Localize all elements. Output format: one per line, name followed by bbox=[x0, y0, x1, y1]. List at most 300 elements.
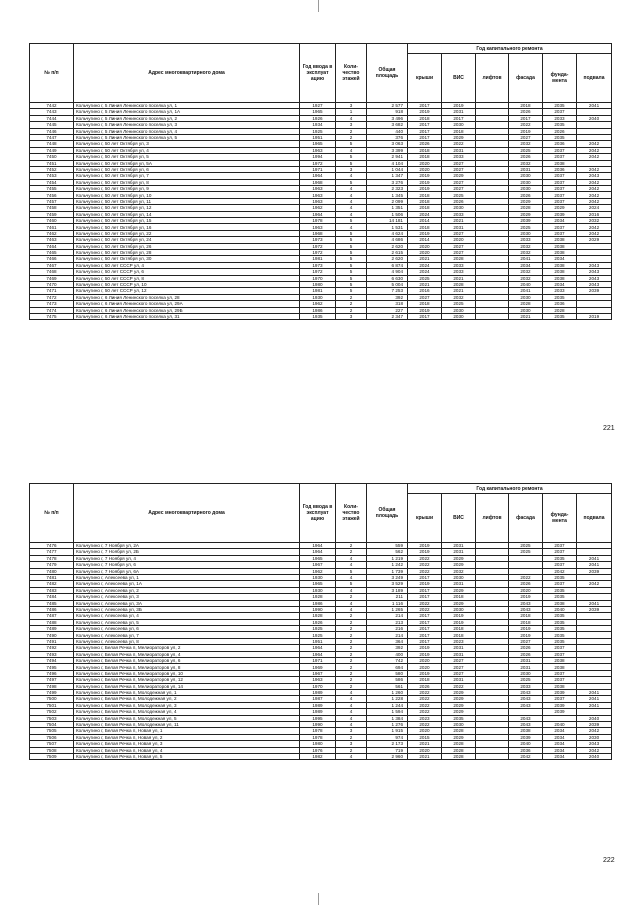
header-floors: Коли-чество этажей bbox=[336, 484, 367, 543]
table-cell: 1972 bbox=[300, 249, 336, 255]
table-cell: 2021 bbox=[408, 741, 442, 747]
table-cell: 376 bbox=[367, 134, 408, 140]
table-cell: Кольчугино г, Алексеева ул, 8 bbox=[74, 638, 300, 644]
table-cell: Кольчугино г, Белая Речка п, Молодежная ул, 5 bbox=[74, 715, 300, 721]
table-cell: 2016 bbox=[577, 211, 612, 217]
table-cell: 2 bbox=[336, 613, 367, 619]
table-cell: 2033 bbox=[543, 115, 577, 121]
table-row bbox=[30, 147, 612, 153]
table-cell: Кольчугино г, Алексеева ул, 3 bbox=[74, 594, 300, 600]
table-cell: 1930 bbox=[300, 294, 336, 300]
table-cell: 2041 bbox=[577, 702, 612, 708]
table-cell: 2035 bbox=[543, 619, 577, 625]
table-cell: 2022 bbox=[408, 562, 442, 568]
table-cell: 2043 bbox=[509, 689, 543, 695]
table-cell: 2017 bbox=[408, 632, 442, 638]
table-row bbox=[30, 670, 612, 676]
table-cell: 2030 bbox=[442, 313, 476, 319]
table-cell: Кольчугино г, Алексеева ул, 3А bbox=[74, 600, 300, 606]
table-cell: 2032 bbox=[577, 218, 612, 224]
table-cell: 4 bbox=[336, 198, 367, 204]
table-cell: 2014 bbox=[408, 218, 442, 224]
table-cell: 2020 bbox=[408, 728, 442, 734]
table-cell: 7491 bbox=[30, 638, 74, 644]
table-cell: 2022 bbox=[408, 555, 442, 561]
table-cell: 1928 bbox=[300, 613, 336, 619]
table-cell: 7501 bbox=[30, 702, 74, 708]
table-cell: 2028 bbox=[442, 747, 476, 753]
table-cell: 2018 bbox=[408, 154, 442, 160]
table-cell: 2038 bbox=[543, 664, 577, 670]
table-cell: 3 249 bbox=[367, 574, 408, 580]
table-cell: 2019 bbox=[509, 128, 543, 134]
table-cell: 3 bbox=[336, 728, 367, 734]
table-cell: Кольчугино г, 50 лет Октября ул, 9 bbox=[74, 186, 300, 192]
table-row bbox=[30, 619, 612, 625]
header-num: № п/п bbox=[30, 484, 74, 543]
table-cell: 2027 bbox=[509, 638, 543, 644]
table-cell: 2040 bbox=[543, 721, 577, 727]
table-cell: 7488 bbox=[30, 619, 74, 625]
table-cell: 2035 bbox=[543, 294, 577, 300]
table-cell: 1964 bbox=[300, 651, 336, 657]
table-cell: 2036 bbox=[509, 747, 543, 753]
table-cell: 2020 bbox=[408, 664, 442, 670]
table-row bbox=[30, 747, 612, 753]
table-cell: Кольчугино г, 50 лет Октября ул, 22 bbox=[74, 230, 300, 236]
table-row bbox=[30, 269, 612, 275]
table-cell: 1989 bbox=[300, 709, 336, 715]
table-cell: 2028 bbox=[442, 281, 476, 287]
table-cell: Кольчугино г, 5 Линия Ленинского поселка ул, 3 bbox=[74, 122, 300, 128]
table-cell: 2020 bbox=[408, 166, 442, 172]
table-cell: 2018 bbox=[408, 224, 442, 230]
table-cell: 7506 bbox=[30, 734, 74, 740]
table-cell: 227 bbox=[367, 307, 408, 313]
table-cell: 2037 bbox=[543, 696, 577, 702]
table-cell: 3 bbox=[336, 166, 367, 172]
table-cell: 214 bbox=[367, 613, 408, 619]
table-cell: 2028 bbox=[543, 307, 577, 313]
table-cell: 2 bbox=[336, 734, 367, 740]
table-cell: 1978 bbox=[300, 218, 336, 224]
table-cell: 2 bbox=[336, 301, 367, 307]
table-cell: Кольчугино г, 50 лет Октября ул, 26 bbox=[74, 243, 300, 249]
table-cell: 2020 bbox=[442, 237, 476, 243]
table-cell: Кольчугино г, 7 Ноября ул, 2Б bbox=[74, 549, 300, 555]
table-cell: 2039 bbox=[543, 709, 577, 715]
table-cell: 2017 bbox=[408, 128, 442, 134]
table-cell: 2018 bbox=[442, 594, 476, 600]
table-cell: 1978 bbox=[300, 728, 336, 734]
table-cell: 1 345 bbox=[367, 192, 408, 198]
table-cell: 7479 bbox=[30, 562, 74, 568]
table-cell: 3 bbox=[336, 122, 367, 128]
table-cell: 580 bbox=[367, 670, 408, 676]
table-cell: 7451 bbox=[30, 160, 74, 166]
table-cell: 7462 bbox=[30, 230, 74, 236]
table-cell: Кольчугино г, 7 Ноября ул, 4 bbox=[74, 555, 300, 561]
table-cell: 1963 bbox=[300, 186, 336, 192]
header-foundation: фунда-мента bbox=[543, 494, 577, 543]
table-cell: 2022 bbox=[509, 122, 543, 128]
table-row bbox=[30, 192, 612, 198]
table-cell: Кольчугино г, 50 лет СССР ул, 6 bbox=[74, 269, 300, 275]
table-cell: 1930 bbox=[300, 574, 336, 580]
table-row bbox=[30, 115, 612, 121]
table-cell: 1935 bbox=[300, 313, 336, 319]
table-cell: 2026 bbox=[408, 683, 442, 689]
table-cell: 5 bbox=[336, 581, 367, 587]
table-cell: 3 682 bbox=[367, 122, 408, 128]
table-cell: 2042 bbox=[577, 186, 612, 192]
capital-repair-table bbox=[29, 483, 612, 760]
table-cell: 1 351 bbox=[367, 205, 408, 211]
table-cell: 7498 bbox=[30, 683, 74, 689]
table-cell: 1972 bbox=[300, 243, 336, 249]
table-cell: 2 347 bbox=[367, 313, 408, 319]
table-cell: 2034 bbox=[543, 256, 577, 262]
table-cell: 1 739 bbox=[367, 568, 408, 574]
table-cell: 2 bbox=[336, 632, 367, 638]
table-cell: 2034 bbox=[543, 747, 577, 753]
table-cell: 1987 bbox=[300, 696, 336, 702]
table-cell: 1962 bbox=[300, 301, 336, 307]
table-cell: 2041 bbox=[577, 696, 612, 702]
table-cell: Кольчугино г, 6 Линия Ленинского поселка ул, 29Б bbox=[74, 307, 300, 313]
table-cell: 2032 bbox=[509, 275, 543, 281]
table-cell: Кольчугино г, 50 лет Октября ул, 24 bbox=[74, 237, 300, 243]
table-cell: Кольчугино г, Белая Речка п, Мелиораторов ул, 6 bbox=[74, 658, 300, 664]
table-row bbox=[30, 677, 612, 683]
table-cell: Кольчугино г, 50 лет Октября ул, 15 bbox=[74, 218, 300, 224]
table-cell: 1951 bbox=[300, 638, 336, 644]
table-cell: 2019 bbox=[408, 581, 442, 587]
table-cell: Кольчугино г, Алексеева ул, 7 bbox=[74, 632, 300, 638]
table-cell: 1925 bbox=[300, 632, 336, 638]
table-cell: 2022 bbox=[408, 606, 442, 612]
table-cell: 2 bbox=[336, 294, 367, 300]
table-cell: 2022 bbox=[408, 709, 442, 715]
table-cell: 7475 bbox=[30, 313, 74, 319]
table-cell: 7493 bbox=[30, 651, 74, 657]
table-cell: 2029 bbox=[509, 211, 543, 217]
table-cell: 7457 bbox=[30, 198, 74, 204]
table-cell: 7504 bbox=[30, 721, 74, 727]
table-cell: Кольчугино г, 7 Ноября ул, 2А bbox=[74, 543, 300, 549]
table-cell: 2018 bbox=[509, 103, 543, 109]
table-row bbox=[30, 734, 612, 740]
table-cell: 1968 bbox=[300, 230, 336, 236]
table-cell: 2031 bbox=[442, 224, 476, 230]
table-cell: 7459 bbox=[30, 211, 74, 217]
table-cell: 7453 bbox=[30, 173, 74, 179]
table-cell: Кольчугино г, 50 лет Октября ул, 14 bbox=[74, 211, 300, 217]
header-repair-group: Год капитального ремонта bbox=[408, 484, 612, 494]
table-cell: 2043 bbox=[577, 269, 612, 275]
table-cell: 7456 bbox=[30, 192, 74, 198]
table-cell: 2030 bbox=[509, 186, 543, 192]
table-cell: 5 bbox=[336, 154, 367, 160]
table-cell: 4 bbox=[336, 753, 367, 759]
table-cell: 7469 bbox=[30, 275, 74, 281]
scan-edge-mark bbox=[318, 893, 319, 905]
table-cell: 7485 bbox=[30, 600, 74, 606]
table-cell: 2017 bbox=[408, 613, 442, 619]
table-cell: 2036 bbox=[543, 301, 577, 307]
table-cell: 2019 bbox=[509, 626, 543, 632]
table-cell: 2029 bbox=[442, 734, 476, 740]
table-cell: 2029 bbox=[442, 689, 476, 695]
table-cell: 2037 bbox=[543, 109, 577, 115]
table-cell: 2 620 bbox=[367, 243, 408, 249]
table-cell: 2019 bbox=[408, 109, 442, 115]
table-cell: 4 bbox=[336, 721, 367, 727]
table-cell: 1965 bbox=[300, 141, 336, 147]
table-cell: 1951 bbox=[300, 134, 336, 140]
table-cell: 3 276 bbox=[367, 179, 408, 185]
table-cell: 7474 bbox=[30, 307, 74, 313]
table-cell: 7492 bbox=[30, 645, 74, 651]
table-cell: Кольчугино г, 7 Ноября ул, 6 bbox=[74, 562, 300, 568]
table-cell: 2031 bbox=[442, 109, 476, 115]
table-cell: 2031 bbox=[442, 651, 476, 657]
table-cell: 2022 bbox=[408, 702, 442, 708]
table-cell: 2042 bbox=[577, 224, 612, 230]
table-cell: 2020 bbox=[408, 243, 442, 249]
table-cell: 1 bbox=[336, 109, 367, 115]
table-cell: 2025 bbox=[509, 224, 543, 230]
table-cell: 2019 bbox=[577, 313, 612, 319]
table-cell: 2 615 bbox=[367, 249, 408, 255]
table-cell: 2030 bbox=[442, 574, 476, 580]
table-cell: 2022 bbox=[408, 721, 442, 727]
table-cell: 2 bbox=[336, 645, 367, 651]
table-cell: 1934 bbox=[300, 122, 336, 128]
table-cell: 1 531 bbox=[367, 224, 408, 230]
table-cell: 5 004 bbox=[367, 281, 408, 287]
header-address: Адрес многоквартирного дома bbox=[74, 44, 300, 103]
table-cell: 2031 bbox=[442, 147, 476, 153]
table-cell: 2042 bbox=[577, 747, 612, 753]
table-cell: Кольчугино г, 50 лет Октября ул, 11 bbox=[74, 198, 300, 204]
table-cell: 2031 bbox=[442, 645, 476, 651]
table-cell: 2043 bbox=[509, 606, 543, 612]
table-cell: 2024 bbox=[408, 269, 442, 275]
table-cell: 2029 bbox=[442, 555, 476, 561]
table-cell: 7471 bbox=[30, 288, 74, 294]
table-cell: 2033 bbox=[509, 237, 543, 243]
table-cell: Кольчугино г, 50 лет Октября ул, 10 bbox=[74, 192, 300, 198]
table-cell: 2036 bbox=[543, 141, 577, 147]
table-cell: 2030 bbox=[442, 606, 476, 612]
table-cell: 364 bbox=[367, 638, 408, 644]
table-cell: 1 244 bbox=[367, 702, 408, 708]
table-cell: 2018 bbox=[442, 626, 476, 632]
table-cell: 2016 bbox=[408, 288, 442, 294]
table-cell: 4 bbox=[336, 702, 367, 708]
table-row bbox=[30, 626, 612, 632]
table-cell: 1 276 bbox=[367, 721, 408, 727]
table-cell: 2 bbox=[336, 594, 367, 600]
table-cell: 5 bbox=[336, 256, 367, 262]
table-cell: Кольчугино г, 50 лет СССР ул, 8 bbox=[74, 275, 300, 281]
table-cell: 7452 bbox=[30, 166, 74, 172]
table-cell: 2038 bbox=[543, 658, 577, 664]
table-cell: 2038 bbox=[543, 249, 577, 255]
table-cell: 562 bbox=[367, 549, 408, 555]
table-cell: 7449 bbox=[30, 147, 74, 153]
table-cell: 2038 bbox=[543, 683, 577, 689]
table-cell: 2042 bbox=[577, 198, 612, 204]
table-cell: 2019 bbox=[408, 670, 442, 676]
table-cell: 7473 bbox=[30, 301, 74, 307]
table-cell: 7470 bbox=[30, 281, 74, 287]
table-cell: 7489 bbox=[30, 626, 74, 632]
table-row bbox=[30, 301, 612, 307]
table-cell: 7508 bbox=[30, 747, 74, 753]
table-cell: 7442 bbox=[30, 103, 74, 109]
table-cell: 2014 bbox=[408, 237, 442, 243]
table-cell: 2 bbox=[336, 664, 367, 670]
table-cell: 2029 bbox=[442, 134, 476, 140]
table-cell: 2030 bbox=[509, 173, 543, 179]
table-cell: 7496 bbox=[30, 670, 74, 676]
table-cell: 5 bbox=[336, 141, 367, 147]
table-cell: 2037 bbox=[543, 198, 577, 204]
table-row bbox=[30, 645, 612, 651]
table-cell: Кольчугино г, Белая Речка п, Молодежная ул, 3 bbox=[74, 702, 300, 708]
table-cell: 2033 bbox=[509, 683, 543, 689]
header-area: Общая площадь bbox=[367, 484, 408, 543]
table-cell: 1970 bbox=[300, 683, 336, 689]
table-cell: 1986 bbox=[300, 307, 336, 313]
table-cell: 2018 bbox=[442, 128, 476, 134]
table-cell: 2023 bbox=[408, 715, 442, 721]
table-row bbox=[30, 103, 612, 109]
table-cell: 7505 bbox=[30, 728, 74, 734]
table-cell: 1 506 bbox=[367, 211, 408, 217]
table-cell: 2027 bbox=[442, 230, 476, 236]
table-cell: 2035 bbox=[543, 134, 577, 140]
table-row bbox=[30, 600, 612, 606]
table-cell: 2034 bbox=[543, 281, 577, 287]
table-cell: Кольчугино г, 5 Линия Ленинского поселка ул, 1 bbox=[74, 103, 300, 109]
table-cell: 2024 bbox=[408, 211, 442, 217]
table-cell: 2029 bbox=[442, 702, 476, 708]
table-cell: 2033 bbox=[442, 211, 476, 217]
table-cell: 1971 bbox=[300, 166, 336, 172]
table-cell: 5 bbox=[336, 230, 367, 236]
table-cell: 2019 bbox=[408, 307, 442, 313]
table-cell: 2035 bbox=[543, 594, 577, 600]
table-cell: 2032 bbox=[442, 294, 476, 300]
table-cell: Кольчугино г, Алексеева ул, 3Б bbox=[74, 606, 300, 612]
table-cell: 2039 bbox=[509, 734, 543, 740]
table-cell: 2 bbox=[336, 543, 367, 549]
table-cell: 1930 bbox=[300, 587, 336, 593]
table-cell: 2041 bbox=[577, 689, 612, 695]
table-cell: 2042 bbox=[577, 147, 612, 153]
table-cell: 2018 bbox=[408, 115, 442, 121]
table-cell: 2038 bbox=[543, 600, 577, 606]
table-cell: 1978 bbox=[300, 734, 336, 740]
table-cell: 2019 bbox=[442, 103, 476, 109]
table-cell: 5 bbox=[336, 243, 367, 249]
table-cell: 4 bbox=[336, 574, 367, 580]
table-cell: 2021 bbox=[442, 275, 476, 281]
table-cell: Кольчугино г, Белая Речка п, Новая ул, 4 bbox=[74, 747, 300, 753]
table-row bbox=[30, 702, 612, 708]
table-cell: 2043 bbox=[509, 721, 543, 727]
table-row bbox=[30, 587, 612, 593]
table-cell: 2029 bbox=[442, 709, 476, 715]
table-cell: 7464 bbox=[30, 243, 74, 249]
header-area: Общая площадь bbox=[367, 44, 408, 103]
table-cell: 2025 bbox=[509, 147, 543, 153]
table-row bbox=[30, 594, 612, 600]
table-cell: 1965 bbox=[300, 109, 336, 115]
table-cell: Кольчугино г, Алексеева ул, 1А bbox=[74, 581, 300, 587]
table-cell: 1963 bbox=[300, 192, 336, 198]
table-cell: 4 686 bbox=[367, 237, 408, 243]
table-cell: 2023 bbox=[442, 638, 476, 644]
table-cell: 1995 bbox=[300, 715, 336, 721]
table-cell: 3 399 bbox=[367, 147, 408, 153]
table-cell: Кольчугино г, Алексеева ул, 4 bbox=[74, 613, 300, 619]
table-cell: 1976 bbox=[300, 747, 336, 753]
table-cell: 2041 bbox=[577, 600, 612, 606]
table-cell: 2021 bbox=[408, 753, 442, 759]
table-cell: 2032 bbox=[509, 269, 543, 275]
table-cell: 2034 bbox=[543, 728, 577, 734]
table-row bbox=[30, 288, 612, 294]
table-cell: 2031 bbox=[442, 549, 476, 555]
table-cell: 4 bbox=[336, 689, 367, 695]
table-cell: 2 bbox=[336, 626, 367, 632]
table-cell: 7444 bbox=[30, 115, 74, 121]
table-cell: 1 260 bbox=[367, 689, 408, 695]
table-cell: 392 bbox=[367, 294, 408, 300]
table-cell: 2027 bbox=[442, 160, 476, 166]
table-cell: 4 bbox=[336, 606, 367, 612]
table-page-221 bbox=[29, 43, 611, 320]
table-cell: 1982 bbox=[300, 753, 336, 759]
table-cell: 4 bbox=[336, 186, 367, 192]
table-cell: 2020 bbox=[408, 658, 442, 664]
table-cell: 2040 bbox=[543, 606, 577, 612]
table-cell: 2038 bbox=[543, 262, 577, 268]
table-cell: 2042 bbox=[577, 141, 612, 147]
table-cell: 1926 bbox=[300, 115, 336, 121]
table-row bbox=[30, 109, 612, 115]
table-cell: 2034 bbox=[543, 734, 577, 740]
table-cell: 1 347 bbox=[367, 173, 408, 179]
table-cell: 2017 bbox=[408, 626, 442, 632]
table-cell: 4 bbox=[336, 224, 367, 230]
table-cell: 2 323 bbox=[367, 186, 408, 192]
table-cell: 5 bbox=[336, 269, 367, 275]
table-cell: Кольчугино г, Белая Речка п, Молодежная ул, 4 bbox=[74, 709, 300, 715]
table-cell: 5 bbox=[336, 218, 367, 224]
table-cell: 2033 bbox=[442, 269, 476, 275]
table-cell: 2041 bbox=[577, 555, 612, 561]
table-cell: 7455 bbox=[30, 186, 74, 192]
table-cell: 2026 bbox=[442, 198, 476, 204]
table-cell: 1989 bbox=[300, 702, 336, 708]
table-cell: 7461 bbox=[30, 224, 74, 230]
table-cell: 7503 bbox=[30, 715, 74, 721]
